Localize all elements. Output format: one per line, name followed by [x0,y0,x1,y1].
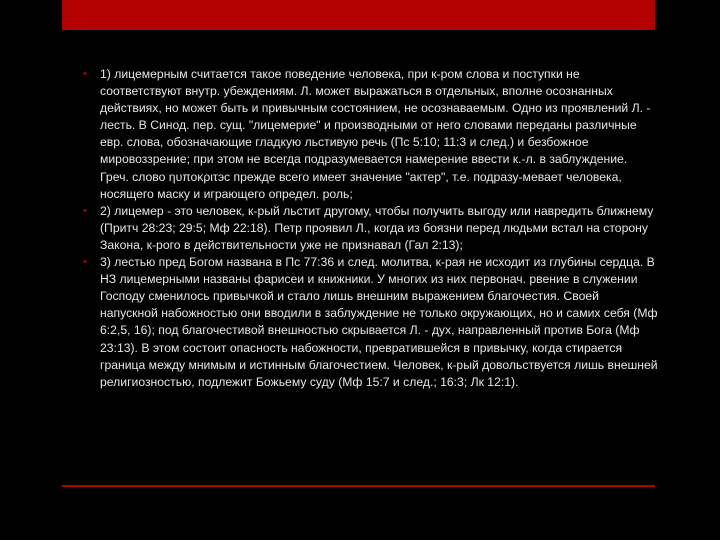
bottom-divider [62,485,655,487]
list-item [78,66,658,203]
list-item-text: 1) лицемерным считается такое поведение человека, при к-ром слова и поступки не соответствуют внутр. убеждениям. Л. может выражаться в отдельных, вполне осознанных действиях, но может быть и привычным состоянием, не осознаваемым. Одно из проявлений Л. - лесть. В Синод. пер. сущ. "лицемерие" и производными от него словами переданы различные евр. слова, обозначающие гладкую льстивую речь (Пс 5:10; 11:3 и след.) и безбожное мировоззрение; при этом не всегда подразумевается намерение ввести к.-л. в заблуждение. Греч. слово ηυποκριτэс прежде всего имеет значение "актер", т.е. подразу-мевает человека, носящего маску и играющего определ. роль; [100,67,651,201]
list-item-text: 2) лицемер - это человек, к-рый льстит другому, чтобы получить выгоду или навредить ближнему (Притч 28:23; 29:5; Мф 22:18). Петр проявил Л., когда из боязни перед людьми встал на сторону Закона, к-рого в действительности уже не признавал (Гал 2:13); [100,203,654,252]
slide-body [78,66,658,391]
bullet-marker: • [83,256,87,269]
bullet-marker: • [83,204,87,217]
list-item [78,203,658,254]
top-accent-bar [62,0,655,30]
bullet-marker: • [83,68,87,80]
list-item [78,254,658,391]
list-item-text: 3) лестью пред Богом названа в Пс 77:36 и след. молитва, к-рая не исходит из глубины сердца. В НЗ лицемерными названы фарисеи и книжники. У многих из них первонач. рвение в служении Господу сменилось привычкой и стало лишь внешним выражением благочестия. Своей напускной набожностью они вводили в заблуждение не только окружающих, но и самих себя (Мф 6:2,5, 16); под благочестивой внешностью скрывается Л. - дух, направленный против Бога (Мф 23:13). В этом состоит опасность набожности, превратившейся в привычку, когда стирается граница между мнимым и истинным благочестием. Человек, к-рый довольствуется лишь внешней религиозностью, подлежит Божьему суду (Мф 15:7 и след.; 16:3; Лк 12:1). [100,255,658,389]
